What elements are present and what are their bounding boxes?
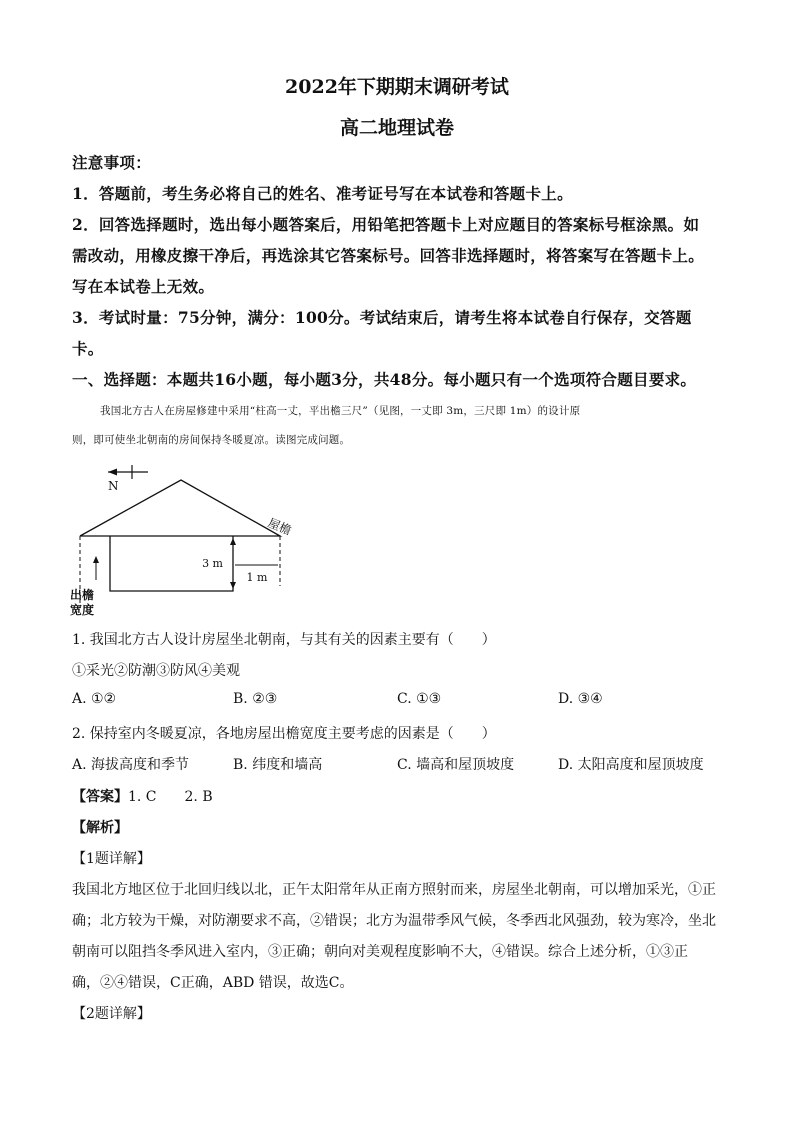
- overhang-label-2: 宽度: [70, 603, 95, 617]
- analysis-para-1: 我国北方地区位于北回归线以北，正午太阳常年从正南方照射而来，房屋坐北朝南，可以增加采光，①正: [72, 882, 716, 898]
- answer-label: 【答案】: [72, 789, 128, 805]
- overhang-arrowhead: [93, 556, 99, 563]
- analysis-para-2: 确；北方较为干燥，对防潮要求不高，②错误；北方为温带季风气候，冬季西北风强劲，较为寒冷，坐北: [72, 913, 716, 929]
- house-diagram: [70, 460, 310, 620]
- detail-2-label: 【2题详解】: [72, 1006, 151, 1022]
- exam-subtitle: 高二地理试卷: [339, 117, 454, 139]
- detail-1-label: 【1题详解】: [72, 851, 151, 867]
- exam-title: 2022年下期期末调研考试: [285, 76, 509, 98]
- height-arrowhead-down: [230, 582, 236, 589]
- q2-stem: 2. 保持室内冬暖夏凉，各地房屋出檐宽度主要考虑的因素是（ ）: [72, 726, 496, 742]
- q2-option-c: C. 墙高和屋顶坡度: [397, 757, 515, 773]
- q1-option-c: C. ①③: [397, 691, 442, 707]
- notes-line-3b: 卡。: [72, 339, 104, 358]
- intro-line-2: 则，即可使坐北朝南的房间保持冬暖夏凉。读图完成问题。: [72, 434, 351, 446]
- notes-line-2c: 写在本试卷上无效。: [72, 277, 215, 296]
- notes-heading: 注意事项：: [72, 153, 152, 172]
- q1-option-d: D. ③④: [558, 691, 603, 707]
- q1-stem: 1. 我国北方古人设计房屋坐北朝南，与其有关的因素主要有（ ）: [72, 632, 496, 648]
- analysis-label: 【解析】: [72, 820, 128, 836]
- notes-line-2a: 2．回答选择题时，选出每小题答案后，用铅笔把答题卡上对应题目的答案标号框涂黑。如: [72, 215, 700, 234]
- height-arrowhead-up: [230, 538, 236, 545]
- eave-label: 屋檐: [265, 515, 294, 538]
- q1-factors: ①采光②防潮③防风④美观: [72, 663, 240, 679]
- analysis-para-3: 朝南可以阻挡冬季风进入室内，③正确；朝向对美观程度影响不大，④错误。综合上述分析，①③正: [72, 944, 688, 960]
- notes-line-3a: 3．考试时量：75分钟，满分：100分。考试结束后，请考生将本试卷自行保存，交答题: [72, 308, 692, 327]
- width-label: 1 m: [246, 571, 268, 584]
- q1-option-a: A. ①②: [72, 691, 117, 707]
- notes-line-2b: 需改动，用橡皮擦干净后，再选涂其它答案标号。回答非选择题时，将答案写在答题卡上。: [72, 246, 705, 265]
- q2-option-b: B. 纬度和墙高: [233, 757, 323, 773]
- section-heading: 一、选择题：本题共16小题，每小题3分，共48分。每小题只有一个选项符合题目要求。: [72, 370, 697, 389]
- answer-text: 1. C 2. B: [128, 789, 213, 805]
- north-label: N: [108, 479, 119, 493]
- north-arrow-head: [108, 469, 117, 476]
- notes-line-1: 1．答题前，考生务必将自己的姓名、准考证号写在本试卷和答题卡上。: [72, 184, 573, 203]
- q2-option-d: D. 太阳高度和屋顶坡度: [558, 757, 704, 773]
- intro-line-1: 我国北方古人在房屋修建中采用“柱高一丈，平出檐三尺”（见图，一丈即 3m，三尺即 1m）的设计原: [100, 405, 581, 417]
- q1-option-b: B. ②③: [233, 691, 278, 707]
- answer-line: [72, 786, 213, 806]
- overhang-label-1: 出檐: [70, 588, 95, 602]
- q2-option-a: A. 海拔高度和季节: [72, 757, 190, 773]
- height-label: 3 m: [202, 557, 223, 570]
- analysis-para-4: 确，②④错误，C正确，ABD 错误，故选C。: [72, 975, 354, 991]
